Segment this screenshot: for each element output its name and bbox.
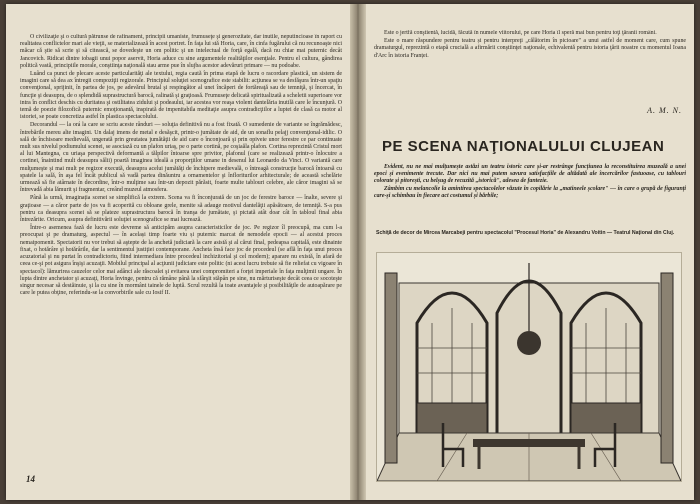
sketch-caption: Schiţă de decor de Mircea Marcabeji pentru spectacolul "Procesul Horia" de Alexandru Voitin — Teatrul Naţional din Cluj. <box>376 230 675 236</box>
left-paragraph: Între-o asemenea fază de lucru este devreme să anticipăm asupra caracteristicilor de joc. Pe regizor îl preocupă, ma cum l-a preocupat şi pe dramaturg, aspectul — în același timp foarte viu și puternic marcat de nemodele epocii — al acestui proces nemaipomenit. Spectatorii nu vor trebui să aştepte de la anchetă judiciară la care asistă şi al cărui final, pedeapsa capitală, este dinainte fixat, o hotărâre şi hotărârile, dar la sentimentul justiţiei contemporane. Ancheta însă face joc de procedeul (se află în faţa unui proces acuzatorial şi nu purtat în contradictoriu, fiind intermediara între procedeul inchizitorial şi cel modern); aparare nu există, în afară de ceea ce-şi pot asigura înşişi acuzaţii. Mobilul principal al acţiunii judiciare este politic (ni acest lucru trebuie să fie reliefat cu vigoare în spectacol): lămurirea cauzelor celor mai adânci ale răscoalei şi evitarea unei compromiteri a forţei imperiale în faţa mulţimii ungare. În lupta dintre anchetator şi acuzaţi, Horia învinge, pentru că rămâne până la sfârşit stăpân pe sine, nu mărturiseşte decât ceea ce socoteşte singur necesar să destăinuie, şi la cu sine în mormânt tainele de luptă. Scrul rezultă la toate avantajele şi posibilităţile de autoapărare pe care le putea obţine, referindu-se la convorbirile sale cu Iosif II. <box>20 225 342 297</box>
lead-paragraph: Evident, nu ne mai mulțumește astăzi un teatru istoric care și-ar restrânge funcțiunea la reconstituirea muzeală a unei epoci și evenimente trecute. Dar nici nu mai putem savura satisfacțiile de altădată ale încercărilor fastuoase, cu tablouri colorate și pitorești, cu belșug de recuzită „istorică", adesea de fantezie. <box>374 164 686 185</box>
article-lead <box>374 164 686 200</box>
right-page <box>374 12 686 492</box>
left-article-text <box>20 34 342 470</box>
left-page <box>20 12 342 492</box>
left-paragraph: Până la urmă, imaginația scenei se simplifică la extrem. Scena va fi înconjurată de un joc de ferestre baroce — înalte, severe şi graţioase — a căror parte de jos va fi acoperită cu obloane grele, menite să adauge motivul dantelăţii apăsătoare, de temniţă. S-a pus pentru ca deasupra scenei să se plateze suprastructura barocă în tranşa de jumătate, şi pictată atât doar cât în tabloul final abia întrezărite. Oricum, asupra definitivării soluţiei scenografice se mai lucrează. <box>20 195 342 224</box>
left-paragraph: Decorandul — la orá la care se scriu aceste rânduri — soluţia definitivă nu a fost fixată. O sumedenie de variante se îngrămădesc, întrebările mereu alte imagini. Un dalaj imens de metal e desăşcit, printr-o jumătate de aid, de un sonaflu pelajj convenţional-idilic. O sală de închisoare medievală, ungerată prin greutatea jumătăţii de aid care o înconjoară şi prin opiveie unor ferestre ce par continuate mult sus nivelul podiumului scenei, se asociază cu un plafon uriaş, pe o parte cortină, pe coşiaăla plafon. Cortina reprezintă Cristul mort al lui Mantegna, cu uriaşa perspectivă deformantă a tălpilor întoarse spre privitor, plafonul (care se realizează printr-o înlocuire a cortinei, înaintind mult deasupra sălii) poartă imaginea ideală a proporţiilor umane in desenul lui Leonardo da Vinci. O variantă care mulţumeşte şi mai mult pe regizor execută, deasupra acelui jumătăţi de închipere medievală, o întreagă construcţie barocă întoarsă cu spatele la sală, în aşa fel încât publicul să vadă partea dinăuntru a ornamentelor şi înfloriturilor arhitecturale; de această schelărie urmează să fie atârnate în decordine, într-o mulţime sau într-un depozit părăsit, foarte multe tablouri celebre, ale căror imagini să se întrevadă abia lămurit şi fragmentar, creând muzeul atmosfera. <box>20 122 342 194</box>
stage-design-sketch <box>376 252 682 482</box>
page-number: 14 <box>26 474 35 484</box>
left-paragraph: O civilizaţie şi o cultură pătrunse de rafinament, principii umaniste, frumuseţe şi generozitate, dar inutile, neputincioase în raport cu realitatea conflictelor mari ale vieţii, se materializează în acest portret. În faţa lui stă Horia, care, în cinfa fugărului că nu recunoaşte nici măcar că ştie să scrie şi să citească, se dovedeşte un om politic şi un intelectual de forţă egală, dacă nu chiar mai puternic decât Jancovich. Ridicat dintre iobagii unui popor aservit, Horia aduce cu sine argumentele realităţilor esenţiale. Pentru el cultura, gândirea politică vastă, principiile morale, conştiinţa naţională stau arme pue în slujba acestor adevăruri primare — nu podoabe. <box>20 34 342 69</box>
intro-paragraph: Este o mare răspundere pentru teatru și pentru interpreţi „călătorim în picioare" a unui astfel de moment care, cum spune dramaturgul, reprezintă o etapă crucială a afirmării conştiinţei naţionale, echivalentă pentru istoria ţării noastre cu momentul Ioana d'Arc în istoria Franței. <box>374 38 686 59</box>
stage-sketch-drawing <box>377 253 681 481</box>
intro-paragraph: Este o jertfă conştientă, lucidă, făcută în numele viitorului, pe care Horia îl speră mai bun pentru toţi ţăranii români. <box>384 30 657 36</box>
book-gutter <box>350 4 366 500</box>
left-paragraph: Luând ca punct de plecare aceste particularităţi ale textului, regia caută în prima etapă de lucru o racordare plastică, un sistem de imagini care să dea ax întregii compoziţii regizorale. Principiul soluţiei scenografice este stabilit: acţiunea se va desfăşura într-un spaţiu convenţional, sprijinit, în partea de jos, pe adevărul brutal şi respingător al unei încăperi de fortăreaţă sau de temniţă, şi încercat, în funcţie şi deasupra, de o splendidă suprastructură barocă, ralinată şi graţioasă. Frumuseţe delicată spiritualizată a scheletii superioare vor intra în conflict deschis cu duritatea şi ostilitatea zidului şi podeaului, iar acestea vor reaşa violent dantelăria inutilă care le încunjură. O temă de poezie filozofică puternic emoţionantă, inspirată de impenitabila meditaţie asupra contradicţiilor a luptei de clasă ca motor al istoriei, se poate concretiza astfel în plastica spectacolului. <box>20 71 342 121</box>
right-intro-text <box>374 30 686 102</box>
author-signature: A. M. N. <box>647 106 682 115</box>
magazine-spread <box>6 4 694 500</box>
lead-paragraph: Zâmbim cu melancolie la amintirea spectacolelor văzute în copilărie la „matineele școlare" — în care o grupă de figuranți care-și schimbau în fiecare act costumul și bărbile; <box>374 185 686 199</box>
article-title: PE SCENA NAŢIONALULUI CLUJEAN <box>382 138 665 155</box>
